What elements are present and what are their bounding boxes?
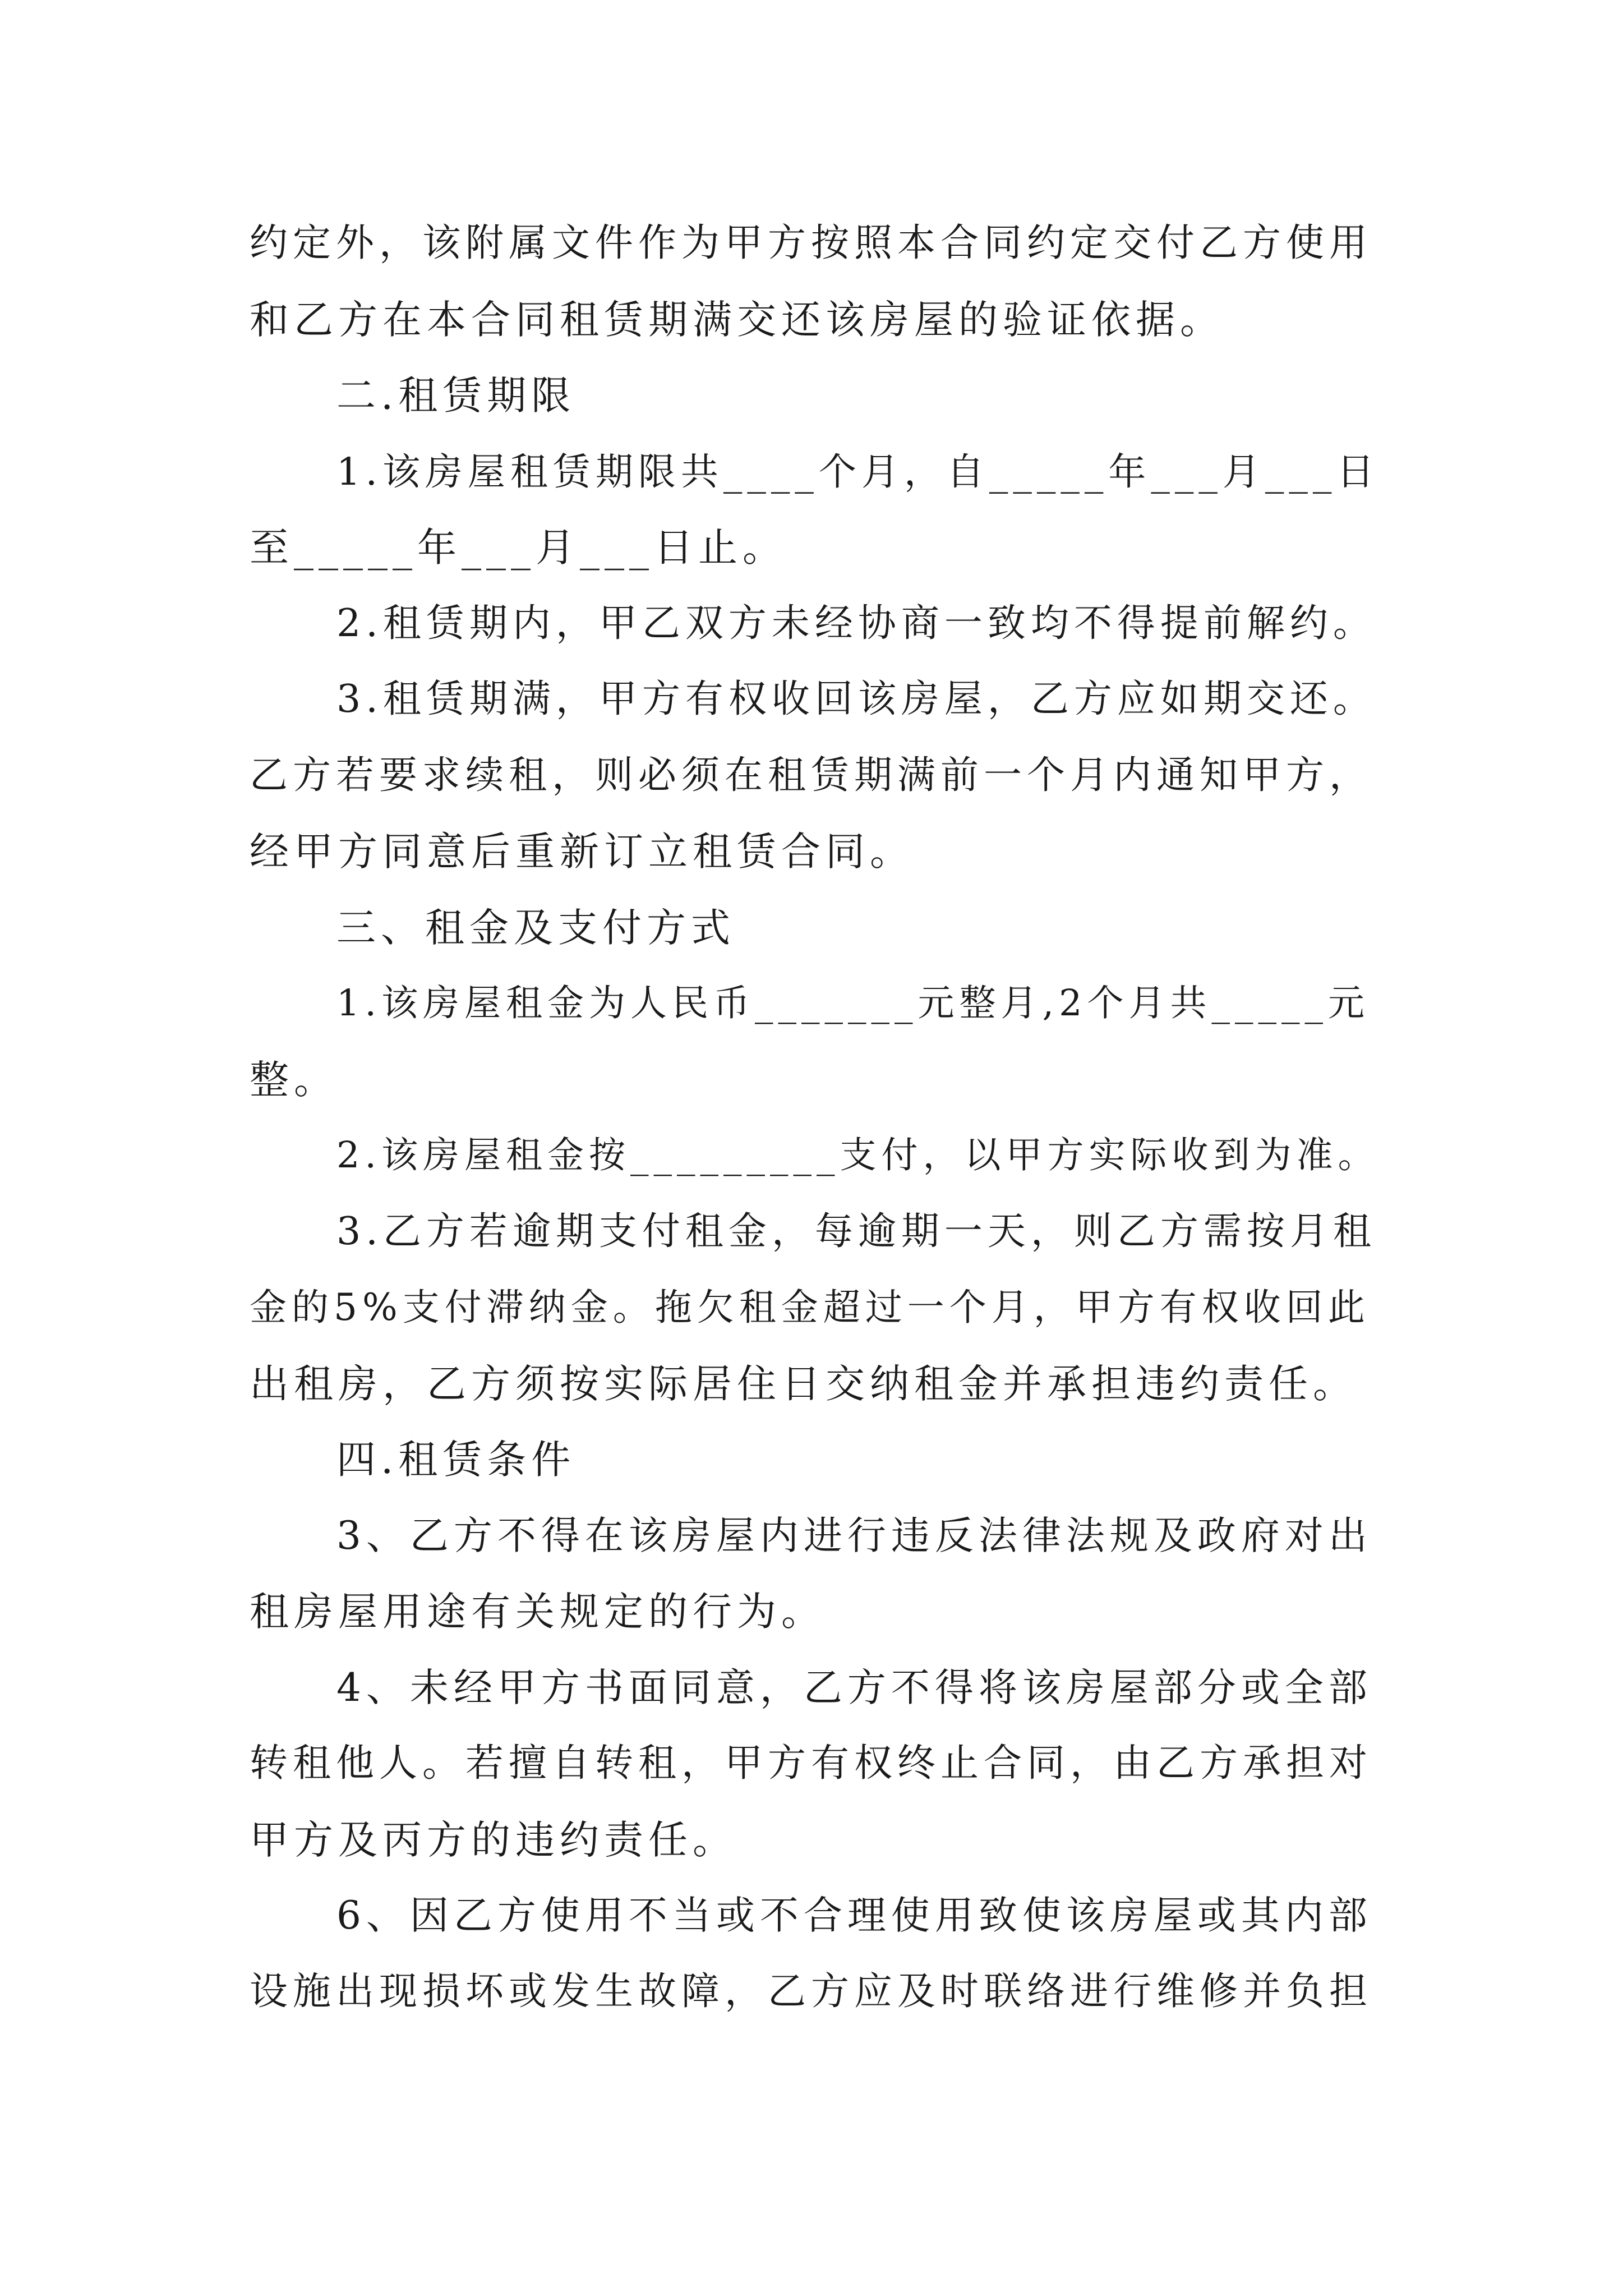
body-line: 设施出现损坏或发生故障，乙方应及时联络进行维修并负担 [250, 1970, 1373, 2014]
body-line: 3.乙方若逾期支付租金，每逾期一天，则乙方需按月租 [336, 1209, 1376, 1254]
body-line: 1.该房屋租金为人民币_______元整月,2个月共_____元 [336, 982, 1370, 1024]
body-line: 乙方若要求续租，则必须在租赁期满前一个月内通知甲方， [250, 753, 1373, 798]
section-heading: 三、租金及支付方式 [336, 905, 735, 951]
body-line: 甲方及丙方的违约责任。 [250, 1817, 737, 1863]
body-line: 1.该房屋租赁期限共____个月，自_____年___月___日 [336, 450, 1380, 494]
body-line: 3、乙方不得在该房屋内进行违反法律法规及政府对出 [336, 1513, 1372, 1558]
body-line: 金的5%支付滞纳金。拖欠租金超过一个月，甲方有权收回此 [250, 1286, 1370, 1329]
body-line: 3.租赁期满，甲方有权收回该房屋，乙方应如期交还。 [336, 677, 1376, 721]
body-line: 2.该房屋租金按_________支付，以甲方实际收到为准。 [336, 1134, 1380, 1176]
body-line: 6、因乙方使用不当或不合理使用致使该房屋或其内部 [336, 1893, 1372, 1938]
section-heading: 二.租赁期限 [336, 372, 576, 418]
body-line: 租房屋用途有关规定的行为。 [250, 1589, 826, 1635]
body-line: 和乙方在本合同租赁期满交还该房屋的验证依据。 [250, 297, 1224, 343]
body-line: 经甲方同意后重新订立租赁合同。 [250, 829, 914, 875]
body-line: 约定外，该附属文件作为甲方按照本合同约定交付乙方使用 [250, 221, 1373, 265]
body-line: 整。 [250, 1057, 338, 1103]
body-line: 至_____年___月___日止。 [250, 524, 787, 570]
body-line: 转租他人。若擅自转租，甲方有权终止合同，由乙方承担对 [250, 1741, 1373, 1786]
body-line: 出租房，乙方须按实际居住日交纳租金并承担违约责任。 [250, 1361, 1357, 1407]
body-line: 2.租赁期内，甲乙双方未经协商一致均不得提前解约。 [336, 601, 1376, 646]
section-heading: 四.租赁条件 [336, 1437, 576, 1483]
body-line: 4、未经甲方书面同意，乙方不得将该房屋部分或全部 [336, 1665, 1372, 1710]
